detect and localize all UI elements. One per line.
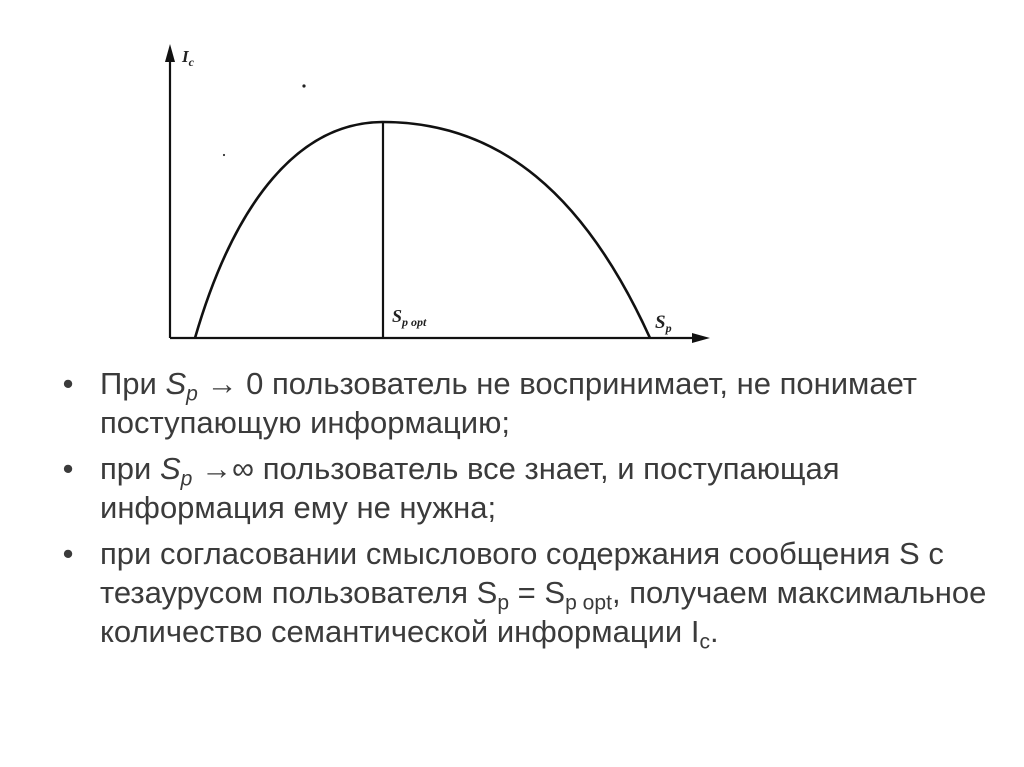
information-curve xyxy=(195,122,650,338)
subscript-c: c xyxy=(699,630,710,654)
bullet-marker: • xyxy=(62,366,74,401)
bullet-item-sp-zero xyxy=(58,364,998,442)
bullet-text-pre: при xyxy=(100,451,160,486)
variable-s: S xyxy=(165,366,187,401)
bullet-marker: • xyxy=(62,451,74,486)
subscript-p: p xyxy=(180,467,193,491)
speck xyxy=(223,154,225,156)
speck xyxy=(302,84,305,87)
subscript-p: p xyxy=(186,382,198,406)
peak-label: $S_{p opt}$ xyxy=(392,306,427,329)
subscript-p-opt: p opt xyxy=(565,591,612,615)
bullet-text-part3: , получаем максимальное количество семантической информации I xyxy=(100,575,987,649)
subscript-p: p xyxy=(497,591,510,615)
bullet-text-part4: . xyxy=(709,614,719,649)
bullet-text-part1: при согласовании смыслового содержания сообщения S с тезаурусом пользователя S xyxy=(100,536,944,610)
y-axis-arrow xyxy=(165,44,175,62)
bullet-text-pre: При xyxy=(100,366,166,401)
bullet-text-part2: = S xyxy=(509,575,566,610)
bullet-item-optimum xyxy=(58,534,998,654)
y-axis-label: $I_c$ xyxy=(182,47,194,69)
x-axis-arrow xyxy=(692,333,710,343)
bullet-list xyxy=(58,364,998,658)
variable-s: S xyxy=(159,451,181,486)
bullet-text-post: →∞ пользователь все знает, и поступающая информация ему не нужна; xyxy=(100,451,840,525)
bullet-text-post: → 0 пользователь не воспринимает, не понимает поступающую информацию; xyxy=(100,366,918,440)
semantic-information-diagram xyxy=(0,0,1024,360)
bullet-marker: • xyxy=(62,536,74,571)
x-axis-label: $S_p$ xyxy=(655,312,672,335)
bullet-item-sp-infinity xyxy=(58,449,998,527)
